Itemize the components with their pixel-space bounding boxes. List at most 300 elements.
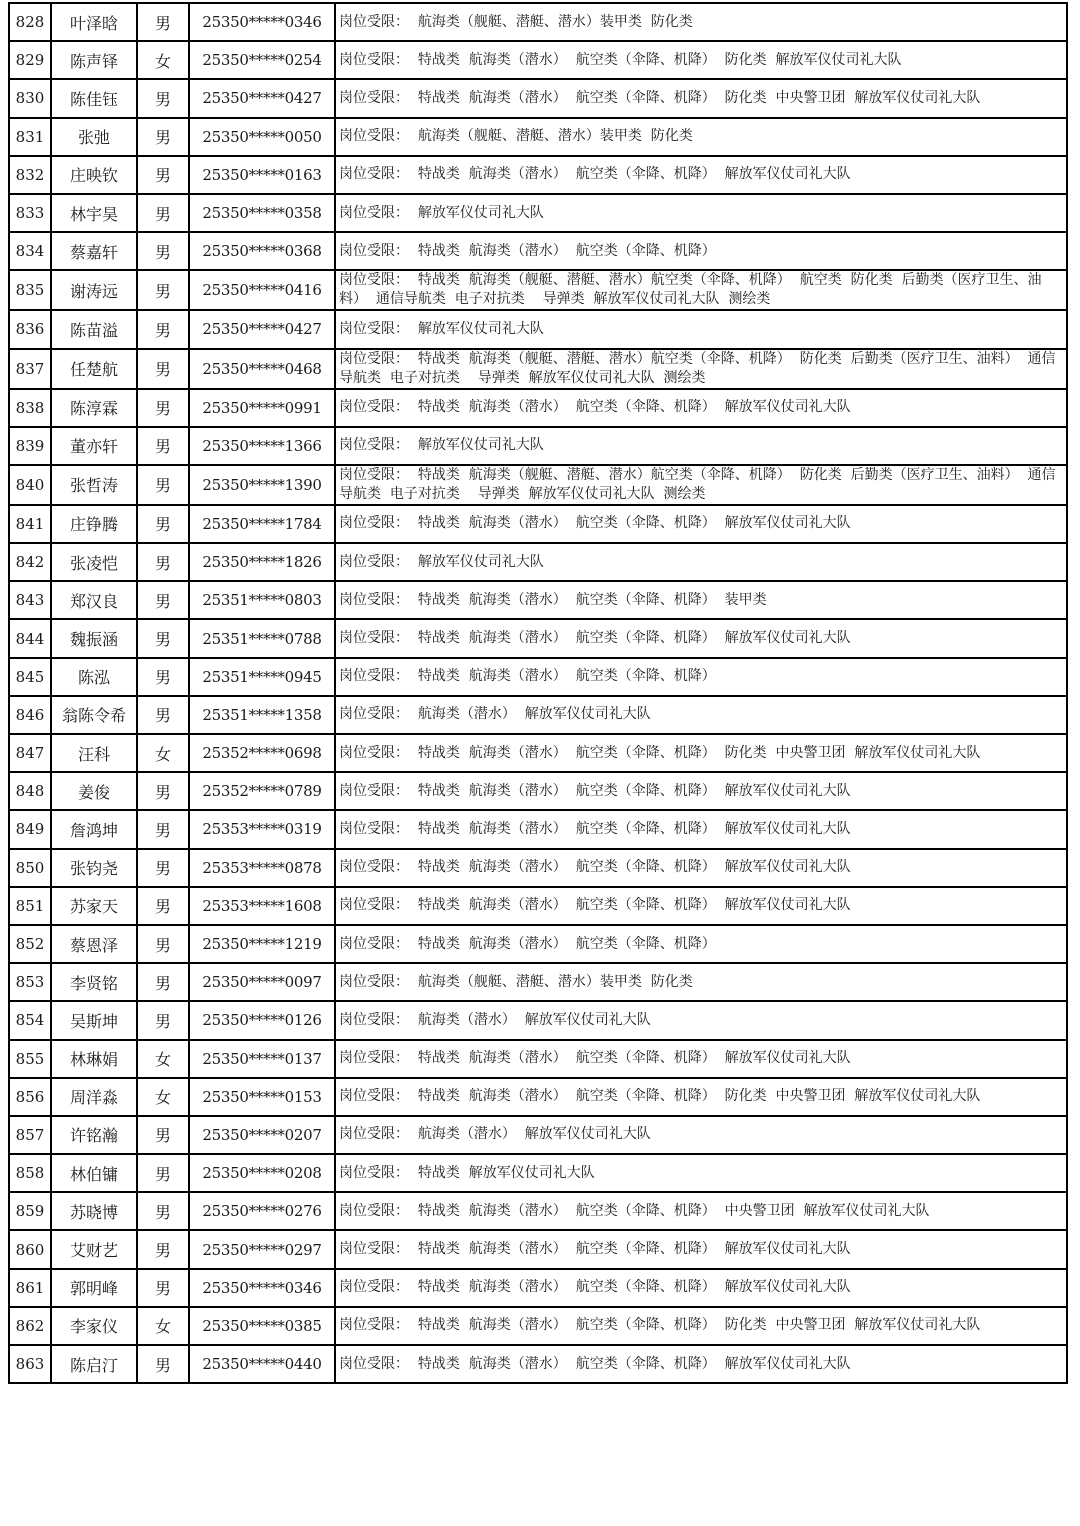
post-restriction-cell <box>335 925 1067 963</box>
table-row <box>9 772 1067 810</box>
id-number-cell <box>189 1116 335 1154</box>
table-row <box>9 1307 1067 1345</box>
gender-cell <box>137 310 189 348</box>
person-name-cell <box>51 427 137 465</box>
row-number-cell <box>9 1116 51 1154</box>
gender-cell <box>137 1116 189 1154</box>
post-restriction: 岗位受限： 特战类 航海类（舰艇、潜艇、潜水）航空类（伞降、机降） 防化类 后勤类（医疗卫生、油料） 通信导航类 电子对抗类 导弹类 解放军仪仗司礼大队 测绘类 <box>339 466 1056 502</box>
gender-cell <box>137 1307 189 1345</box>
post-restriction-cell <box>335 232 1067 270</box>
person-name: 陈苗溢 <box>69 320 118 340</box>
gender-cell <box>137 543 189 581</box>
id-number-cell <box>189 1269 335 1307</box>
post-restriction-cell <box>335 887 1067 925</box>
person-name: 林伯镛 <box>69 1164 118 1184</box>
id-number-cell <box>189 1192 335 1230</box>
person-name-cell <box>51 849 137 887</box>
post-restriction: 岗位受限： 特战类 航海类（潜水） 航空类（伞降、机降） 解放军仪仗司礼大队 <box>339 515 851 532</box>
row-number-cell <box>9 658 51 696</box>
person-name-cell <box>51 310 137 348</box>
person-name-cell <box>51 156 137 194</box>
person-name-cell <box>51 1345 137 1383</box>
id-number-cell <box>189 156 335 194</box>
row-number-cell <box>9 1307 51 1345</box>
id-number: 25350*****1826 <box>202 553 322 572</box>
row-number-cell <box>9 734 51 772</box>
post-restriction: 岗位受限： 特战类 航海类（潜水） 航空类（伞降、机降） 解放军仪仗司礼大队 <box>339 1050 851 1067</box>
person-name-cell <box>51 658 137 696</box>
id-number-cell <box>189 963 335 1001</box>
id-number: 25350*****0358 <box>202 204 322 223</box>
id-number-cell <box>189 1001 335 1039</box>
id-number: 25353*****0878 <box>202 858 322 877</box>
id-number-cell <box>189 427 335 465</box>
row-number-cell <box>9 310 51 348</box>
post-restriction: 岗位受限： 解放军仪仗司礼大队 <box>339 553 544 570</box>
table-row <box>9 156 1067 194</box>
row-number: 858 <box>15 1164 45 1183</box>
person-name-cell <box>51 1192 137 1230</box>
row-number-cell <box>9 156 51 194</box>
gender: 男 <box>154 515 171 535</box>
id-number: 25350*****0207 <box>202 1125 322 1144</box>
gender-cell <box>137 1345 189 1383</box>
post-restriction: 岗位受限： 特战类 航海类（潜水） 航空类（伞降、机降） 解放军仪仗司礼大队 <box>339 859 851 876</box>
person-name-cell <box>51 389 137 427</box>
post-restriction-cell <box>335 349 1067 389</box>
post-restriction: 岗位受限： 航海类（舰艇、潜艇、潜水）装甲类 防化类 <box>339 13 693 30</box>
table-row <box>9 581 1067 619</box>
row-number: 848 <box>15 782 45 801</box>
person-name-cell <box>51 619 137 657</box>
post-restriction-cell <box>335 1040 1067 1078</box>
id-number-cell <box>189 734 335 772</box>
row-number: 829 <box>15 51 45 70</box>
row-number-cell <box>9 1192 51 1230</box>
person-name: 郑汉良 <box>69 591 118 611</box>
gender-cell <box>137 156 189 194</box>
person-name: 郭明峰 <box>69 1279 118 1299</box>
person-name: 苏家天 <box>69 897 118 917</box>
person-name-cell <box>51 810 137 848</box>
row-number-cell <box>9 349 51 389</box>
post-restriction-cell <box>335 465 1067 505</box>
row-number-cell <box>9 1040 51 1078</box>
person-name-cell <box>51 1078 137 1116</box>
row-number: 846 <box>15 705 45 724</box>
table-row <box>9 925 1067 963</box>
row-number: 830 <box>15 89 45 108</box>
post-restriction: 岗位受限： 特战类 航海类（舰艇、潜艇、潜水）航空类（伞降、机降） 防化类 后勤类（医疗卫生、油料） 通信导航类 电子对抗类 导弹类 解放军仪仗司礼大队 测绘类 <box>339 350 1056 386</box>
gender: 男 <box>154 399 171 419</box>
id-number: 25350*****0427 <box>202 320 322 339</box>
gender-cell <box>137 1269 189 1307</box>
post-restriction-cell <box>335 963 1067 1001</box>
post-restriction-cell <box>335 1269 1067 1307</box>
id-number-cell <box>189 925 335 963</box>
row-number: 852 <box>15 935 45 954</box>
id-number-cell <box>189 1154 335 1192</box>
person-name-cell <box>51 1001 137 1039</box>
gender: 男 <box>154 204 171 224</box>
person-name-cell <box>51 696 137 734</box>
table-row <box>9 505 1067 543</box>
gender: 男 <box>154 706 171 726</box>
gender: 女 <box>154 1050 171 1070</box>
person-name: 张弛 <box>77 128 110 148</box>
gender: 男 <box>154 1126 171 1146</box>
gender: 男 <box>154 476 171 496</box>
id-number-cell <box>189 465 335 505</box>
gender: 男 <box>154 13 171 33</box>
gender-cell <box>137 1001 189 1039</box>
post-restriction: 岗位受限： 特战类 航海类（潜水） 航空类（伞降、机降） 解放军仪仗司礼大队 <box>339 897 851 914</box>
id-number: 25351*****1358 <box>202 705 322 724</box>
post-restriction: 岗位受限： 航海类（舰艇、潜艇、潜水）装甲类 防化类 <box>339 973 693 990</box>
id-number: 25351*****0945 <box>202 667 322 686</box>
post-restriction: 岗位受限： 特战类 航海类（潜水） 航空类（伞降、机降） 解放军仪仗司礼大队 <box>339 820 851 837</box>
person-name: 姜俊 <box>77 782 110 802</box>
id-number: 25350*****0385 <box>202 1316 322 1335</box>
id-number-cell <box>189 543 335 581</box>
post-restriction: 岗位受限： 特战类 航海类（潜水） 航空类（伞降、机降） 解放军仪仗司礼大队 <box>339 1355 851 1372</box>
person-name: 张钧尧 <box>69 859 118 879</box>
post-restriction: 岗位受限： 特战类 航海类（潜水） 航空类（伞降、机降） 解放军仪仗司礼大队 <box>339 166 851 183</box>
id-number-cell <box>189 270 335 310</box>
row-number: 845 <box>15 667 45 686</box>
person-name-cell <box>51 1154 137 1192</box>
gender-cell <box>137 1230 189 1268</box>
gender: 男 <box>154 630 171 650</box>
post-restriction-cell <box>335 1116 1067 1154</box>
table-row <box>9 963 1067 1001</box>
gender: 男 <box>154 281 171 301</box>
post-restriction-cell <box>335 581 1067 619</box>
person-name-cell <box>51 505 137 543</box>
row-number: 844 <box>15 629 45 648</box>
post-restriction-cell <box>335 79 1067 117</box>
row-number-cell <box>9 505 51 543</box>
id-number-cell <box>189 41 335 79</box>
gender: 男 <box>154 935 171 955</box>
post-restriction-cell <box>335 3 1067 41</box>
post-restriction: 岗位受限： 特战类 航海类（潜水） 航空类（伞降、机降） 装甲类 <box>339 591 767 608</box>
person-name-cell <box>51 465 137 505</box>
table-row <box>9 79 1067 117</box>
person-name: 张哲涛 <box>69 476 118 496</box>
id-number: 25350*****0126 <box>202 1011 322 1030</box>
person-name: 吴斯坤 <box>69 1011 118 1031</box>
person-name-cell <box>51 270 137 310</box>
table-row <box>9 1230 1067 1268</box>
post-restriction-cell <box>335 1307 1067 1345</box>
table-row <box>9 427 1067 465</box>
id-number-cell <box>189 1230 335 1268</box>
id-number-cell <box>189 849 335 887</box>
person-name: 林宇昊 <box>69 204 118 224</box>
id-number-cell <box>189 581 335 619</box>
post-restriction: 岗位受限： 特战类 航海类（潜水） 航空类（伞降、机降） 防化类 解放军仪仗司礼大队 <box>339 51 902 68</box>
gender-cell <box>137 925 189 963</box>
post-restriction-cell <box>335 1345 1067 1383</box>
gender-cell <box>137 1040 189 1078</box>
gender-cell <box>137 810 189 848</box>
id-number-cell <box>189 619 335 657</box>
table-row <box>9 734 1067 772</box>
gender: 男 <box>154 1241 171 1261</box>
table-row <box>9 887 1067 925</box>
table-row <box>9 41 1067 79</box>
table-row <box>9 232 1067 270</box>
row-number: 842 <box>15 553 45 572</box>
table-row <box>9 1078 1067 1116</box>
gender-cell <box>137 3 189 41</box>
table-row <box>9 696 1067 734</box>
table-row <box>9 465 1067 505</box>
id-number: 25350*****0208 <box>202 1164 322 1183</box>
person-name-cell <box>51 232 137 270</box>
row-number-cell <box>9 1269 51 1307</box>
id-number: 25350*****0346 <box>202 13 322 32</box>
id-number: 25353*****0319 <box>202 820 322 839</box>
gender: 女 <box>154 1317 171 1337</box>
row-number-cell <box>9 810 51 848</box>
gender: 男 <box>154 591 171 611</box>
id-number: 25350*****1784 <box>202 514 322 533</box>
person-name-cell <box>51 1230 137 1268</box>
person-name: 蔡恩泽 <box>69 935 118 955</box>
row-number: 835 <box>15 281 45 300</box>
row-number-cell <box>9 1154 51 1192</box>
post-restriction-cell <box>335 810 1067 848</box>
post-restriction: 岗位受限： 特战类 航海类（潜水） 航空类（伞降、机降） 防化类 中央警卫团 解放军仪仗司礼大队 <box>339 1088 981 1105</box>
row-number: 860 <box>15 1240 45 1259</box>
id-number-cell <box>189 887 335 925</box>
gender: 女 <box>154 744 171 764</box>
post-restriction: 岗位受限： 特战类 航海类（潜水） 航空类（伞降、机降） 解放军仪仗司礼大队 <box>339 399 851 416</box>
roster-table <box>8 2 1068 1384</box>
row-number-cell <box>9 1001 51 1039</box>
id-number-cell <box>189 772 335 810</box>
post-restriction: 岗位受限： 特战类 解放军仪仗司礼大队 <box>339 1164 595 1181</box>
gender: 男 <box>154 360 171 379</box>
row-number: 837 <box>15 359 45 378</box>
gender: 男 <box>154 1164 171 1184</box>
person-name-cell <box>51 1116 137 1154</box>
person-name: 叶泽晗 <box>69 13 118 33</box>
person-name: 李家仪 <box>69 1317 118 1337</box>
post-restriction-cell <box>335 427 1067 465</box>
table-row <box>9 194 1067 232</box>
table-row <box>9 1001 1067 1039</box>
gender-cell <box>137 1078 189 1116</box>
person-name: 董亦轩 <box>69 437 118 457</box>
person-name: 魏振涵 <box>69 630 118 650</box>
id-number-cell <box>189 194 335 232</box>
row-number: 859 <box>15 1202 45 1221</box>
post-restriction: 岗位受限： 特战类 航海类（潜水） 航空类（伞降、机降） 解放军仪仗司礼大队 <box>339 1279 851 1296</box>
table-row <box>9 118 1067 156</box>
table-row <box>9 1345 1067 1383</box>
person-name-cell <box>51 118 137 156</box>
row-number-cell <box>9 3 51 41</box>
id-number-cell <box>189 658 335 696</box>
gender: 男 <box>154 1202 171 1222</box>
row-number: 828 <box>15 13 45 32</box>
post-restriction: 岗位受限： 特战类 航海类（潜水） 航空类（伞降、机降） 防化类 中央警卫团 解放军仪仗司礼大队 <box>339 89 981 106</box>
post-restriction-cell <box>335 1001 1067 1039</box>
row-number: 831 <box>15 127 45 146</box>
post-restriction-cell <box>335 156 1067 194</box>
person-name-cell <box>51 581 137 619</box>
row-number: 840 <box>15 475 45 494</box>
gender: 男 <box>154 820 171 840</box>
post-restriction-cell <box>335 41 1067 79</box>
post-restriction: 岗位受限： 航海类（潜水） 解放军仪仗司礼大队 <box>339 1126 651 1143</box>
person-name: 许铭瀚 <box>69 1126 118 1146</box>
table-row <box>9 389 1067 427</box>
row-number: 856 <box>15 1087 45 1106</box>
id-number-cell <box>189 1078 335 1116</box>
id-number: 25350*****0416 <box>202 281 322 300</box>
row-number: 857 <box>15 1125 45 1144</box>
id-number-cell <box>189 232 335 270</box>
post-restriction: 岗位受限： 航海类（潜水） 解放军仪仗司礼大队 <box>339 1011 651 1028</box>
person-name-cell <box>51 3 137 41</box>
post-restriction-cell <box>335 1078 1067 1116</box>
row-number: 850 <box>15 858 45 877</box>
row-number-cell <box>9 925 51 963</box>
gender-cell <box>137 41 189 79</box>
id-number-cell <box>189 1345 335 1383</box>
id-number: 25350*****0097 <box>202 973 322 992</box>
id-number-cell <box>189 389 335 427</box>
person-name-cell <box>51 772 137 810</box>
id-number: 25350*****0254 <box>202 51 322 70</box>
person-name-cell <box>51 887 137 925</box>
table-row <box>9 658 1067 696</box>
id-number-cell <box>189 310 335 348</box>
person-name-cell <box>51 79 137 117</box>
gender-cell <box>137 734 189 772</box>
id-number: 25350*****1219 <box>202 935 322 954</box>
table-row <box>9 270 1067 310</box>
gender-cell <box>137 963 189 1001</box>
row-number: 836 <box>15 320 45 339</box>
post-restriction-cell <box>335 696 1067 734</box>
person-name-cell <box>51 349 137 389</box>
row-number: 839 <box>15 436 45 455</box>
gender-cell <box>137 658 189 696</box>
person-name-cell <box>51 963 137 1001</box>
id-number-cell <box>189 505 335 543</box>
row-number-cell <box>9 118 51 156</box>
person-name-cell <box>51 734 137 772</box>
row-number: 855 <box>15 1049 45 1068</box>
id-number-cell <box>189 1307 335 1345</box>
gender: 男 <box>154 782 171 802</box>
gender: 女 <box>154 1088 171 1108</box>
gender: 男 <box>154 1355 171 1375</box>
id-number: 25350*****0991 <box>202 398 322 417</box>
post-restriction-cell <box>335 772 1067 810</box>
id-number: 25350*****0468 <box>202 359 322 378</box>
gender: 男 <box>154 320 171 340</box>
id-number: 25351*****0788 <box>202 629 322 648</box>
gender-cell <box>137 349 189 389</box>
gender-cell <box>137 427 189 465</box>
gender-cell <box>137 118 189 156</box>
person-name: 周洋淼 <box>69 1088 118 1108</box>
roster-body <box>9 3 1067 1383</box>
id-number-cell <box>189 3 335 41</box>
table-row <box>9 810 1067 848</box>
id-number-cell <box>189 118 335 156</box>
post-restriction-cell <box>335 310 1067 348</box>
row-number-cell <box>9 887 51 925</box>
table-row <box>9 849 1067 887</box>
gender-cell <box>137 270 189 310</box>
id-number: 25350*****0440 <box>202 1355 322 1374</box>
id-number: 25350*****0276 <box>202 1202 322 1221</box>
table-row <box>9 543 1067 581</box>
id-number: 25353*****1608 <box>202 896 322 915</box>
gender: 男 <box>154 437 171 457</box>
row-number-cell <box>9 963 51 1001</box>
gender-cell <box>137 505 189 543</box>
post-restriction: 岗位受限： 解放军仪仗司礼大队 <box>339 437 544 454</box>
post-restriction: 岗位受限： 特战类 航海类（潜水） 航空类（伞降、机降） 解放军仪仗司礼大队 <box>339 782 851 799</box>
post-restriction-cell <box>335 849 1067 887</box>
gender: 男 <box>154 973 171 993</box>
row-number: 832 <box>15 165 45 184</box>
id-number: 25350*****1366 <box>202 436 322 455</box>
gender-cell <box>137 581 189 619</box>
gender: 男 <box>154 668 171 688</box>
post-restriction: 岗位受限： 解放军仪仗司礼大队 <box>339 204 544 221</box>
row-number-cell <box>9 465 51 505</box>
gender-cell <box>137 232 189 270</box>
table-row <box>9 1192 1067 1230</box>
row-number-cell <box>9 581 51 619</box>
post-restriction: 岗位受限： 特战类 航海类（舰艇、潜艇、潜水）航空类（伞降、机降） 航空类 防化类 后勤类（医疗卫生、油料） 通信导航类 电子对抗类 导弹类 解放军仪仗司礼大队 测绘类 <box>339 272 1042 308</box>
id-number-cell <box>189 1040 335 1078</box>
post-restriction-cell <box>335 1154 1067 1192</box>
person-name: 翁陈令希 <box>61 706 126 726</box>
gender: 男 <box>154 242 171 262</box>
person-name: 詹鸿坤 <box>69 820 118 840</box>
post-restriction-cell <box>335 734 1067 772</box>
post-restriction-cell <box>335 658 1067 696</box>
table-row <box>9 3 1067 41</box>
row-number-cell <box>9 1230 51 1268</box>
gender-cell <box>137 772 189 810</box>
row-number: 833 <box>15 204 45 223</box>
row-number-cell <box>9 79 51 117</box>
post-restriction-cell <box>335 270 1067 310</box>
id-number: 25352*****0698 <box>202 744 322 763</box>
post-restriction-cell <box>335 118 1067 156</box>
table-row <box>9 619 1067 657</box>
row-number: 854 <box>15 1011 45 1030</box>
post-restriction: 岗位受限： 航海类（舰艇、潜艇、潜水）装甲类 防化类 <box>339 128 693 145</box>
person-name: 陈淳霖 <box>69 399 118 419</box>
row-number-cell <box>9 696 51 734</box>
gender: 女 <box>154 51 171 71</box>
gender: 男 <box>154 897 171 917</box>
gender: 男 <box>154 1011 171 1031</box>
person-name-cell <box>51 543 137 581</box>
